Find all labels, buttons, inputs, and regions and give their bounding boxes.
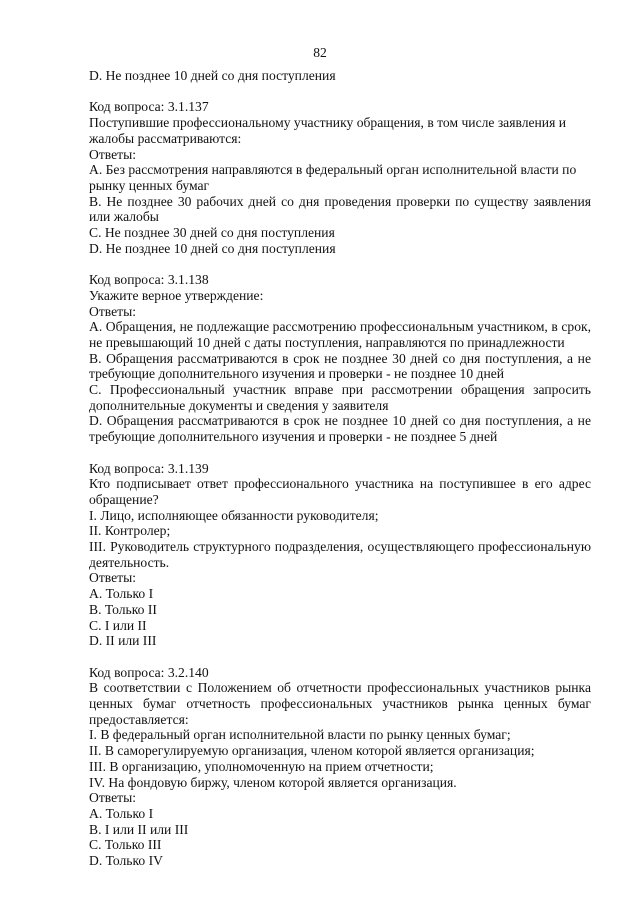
answer-b: B. Не позднее 30 рабочих дней со дня проведения проверки по существу заявления или жалобы [89,193,591,225]
answer-c: C. Не позднее 30 дней со дня поступления [89,225,335,241]
option-i: I. В федеральный орган исполнительной власти по рынку ценных бумаг; [89,727,511,743]
answers-label: Ответы: [89,146,136,162]
option-ii: II. Контролер; [89,523,171,539]
option-i: I. Лицо, исполняющее обязанности руководителя; [89,507,379,523]
page-content [89,68,591,869]
question-block-3-1-139 [89,461,591,649]
previous-answer-tail: D. Не позднее 10 дней со дня поступления [89,68,336,83]
answer-d: D. Не позднее 10 дней со дня поступления [89,240,336,256]
answer-d: D. Только IV [89,853,163,869]
question-block-3-1-138 [89,272,591,445]
answer-b: B. Только II [89,601,157,617]
answer-a: A. Только I [89,805,154,821]
question-block-3-1-137 [89,99,591,256]
answer-a: A. Без рассмотрения направляются в федеральный орган исполнительной власти по рынку ценных бумаг [89,162,577,193]
answer-b: B. Обращения рассматриваются в срок не позднее 30 дней со дня поступления, а не требующие дополнительного изучения и проверки - не позднее 10 дней [89,350,591,382]
answer-c: C. Профессиональный участник вправе при рассмотрении обращения запросить дополнительные документы и сведения у заявителя [89,382,591,413]
option-iv: IV. На фондовую биржу, членом которой является организация. [89,774,457,790]
option-iii: III. В организацию, уполномоченную на прием отчетности; [89,758,434,774]
answer-b: B. I или II или III [89,821,189,837]
answer-a: A. Только I [89,586,154,602]
question-text: В соответствии с Положением об отчетности профессиональных участников рынка ценных бумаг отчетность профессиональных участников рынка ценных бумаг предоставляется: [89,680,591,727]
answer-d: D. II или III [89,633,157,649]
page-number: 82 [313,45,327,60]
answer-a: A. Обращения, не подлежащие рассмотрению профессиональным участником, в срок, не превышающий 10 дней с даты поступления, направляются по принадлежности [89,319,591,350]
question-text: Поступившие профессиональному участнику обращения, в том числе заявления и жалобы рассматриваются: [89,115,567,146]
question-text: Кто подписывает ответ профессионального участника на поступившее в его адрес обращение? [89,476,591,507]
answers-label: Ответы: [89,790,136,806]
option-ii: II. В саморегулируемую организация, членом которой является организация; [89,743,535,759]
question-block-3-2-140 [89,665,591,869]
answer-d: D. Обращения рассматриваются в срок не позднее 10 дней со дня поступления, а не требующие дополнительного изучения и проверки - не позднее 5 дней [89,413,591,445]
question-code: Код вопроса: 3.1.139 [89,460,209,476]
answer-c: C. I или II [89,617,147,633]
question-code: Код вопроса: 3.2.140 [89,664,209,680]
answers-label: Ответы: [89,570,136,586]
option-iii: III. Руководитель структурного подразделения, осуществляющего профессиональную деятельность. [89,539,591,570]
answers-label: Ответы: [89,303,136,319]
question-code: Код вопроса: 3.1.138 [89,272,209,288]
question-code: Код вопроса: 3.1.137 [89,99,209,115]
answer-c: C. Только III [89,837,162,853]
question-text: Укажите верное утверждение: [89,287,264,303]
